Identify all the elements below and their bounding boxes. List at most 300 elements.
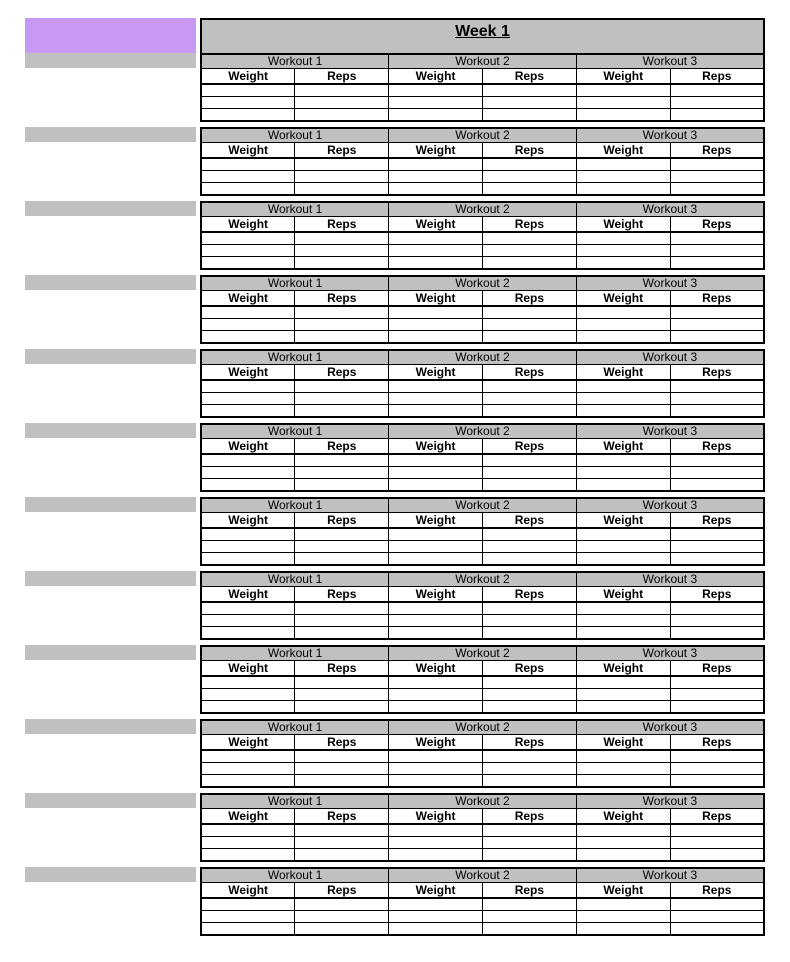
entry-row [201,467,764,479]
reps-entry-cell[interactable] [295,553,389,566]
weight-entry-cell[interactable] [389,158,483,171]
weight-entry-cell[interactable] [201,380,295,393]
reps-entry-cell[interactable] [482,837,576,849]
weight-entry-cell[interactable] [576,479,670,492]
reps-entry-cell[interactable] [295,232,389,245]
weight-entry-cell[interactable] [576,97,670,109]
reps-entry-cell[interactable] [482,393,576,405]
weight-entry-cell[interactable] [201,763,295,775]
reps-entry-cell[interactable] [670,775,764,788]
reps-entry-cell[interactable] [482,775,576,788]
weight-entry-cell[interactable] [389,615,483,627]
reps-entry-cell[interactable] [670,183,764,196]
weight-entry-cell[interactable] [201,232,295,245]
workout-2-header: Workout 2 [389,572,577,587]
entry-row [201,405,764,418]
reps-entry-cell[interactable] [482,701,576,714]
weight-entry-cell[interactable] [576,319,670,331]
reps-entry-cell[interactable] [295,479,389,492]
reps-column-header: Reps [482,143,576,159]
reps-entry-cell[interactable] [482,84,576,97]
reps-entry-cell[interactable] [295,763,389,775]
weight-entry-cell[interactable] [201,701,295,714]
weight-entry-cell[interactable] [576,158,670,171]
reps-entry-cell[interactable] [670,627,764,640]
reps-column-header: Reps [482,439,576,455]
weight-entry-cell[interactable] [576,454,670,467]
reps-entry-cell[interactable] [295,319,389,331]
weight-entry-cell[interactable] [389,331,483,344]
reps-entry-cell[interactable] [482,232,576,245]
workout-table [200,793,765,862]
entry-row [201,245,764,257]
weight-entry-cell[interactable] [201,109,295,122]
entry-row [201,689,764,701]
reps-entry-cell[interactable] [670,245,764,257]
reps-entry-cell[interactable] [670,97,764,109]
reps-entry-cell[interactable] [670,331,764,344]
weight-entry-cell[interactable] [389,97,483,109]
week-title-bar [200,18,765,53]
reps-entry-cell[interactable] [295,331,389,344]
weight-entry-cell[interactable] [389,319,483,331]
weight-entry-cell[interactable] [576,763,670,775]
day-label-bar[interactable] [25,349,196,364]
weight-entry-cell[interactable] [389,109,483,122]
workout-3-header: Workout 3 [576,720,764,735]
reps-entry-cell[interactable] [482,454,576,467]
weight-entry-cell[interactable] [389,775,483,788]
weight-entry-cell[interactable] [389,380,483,393]
reps-entry-cell[interactable] [482,528,576,541]
weight-entry-cell[interactable] [201,467,295,479]
column-header-row [201,809,764,825]
weight-entry-cell[interactable] [389,528,483,541]
weight-entry-cell[interactable] [201,750,295,763]
weight-entry-cell[interactable] [201,319,295,331]
reps-entry-cell[interactable] [670,911,764,923]
weight-column-header: Weight [576,365,670,381]
reps-entry-cell[interactable] [295,97,389,109]
workout-section [25,275,765,345]
reps-column-header: Reps [482,883,576,899]
reps-entry-cell[interactable] [670,467,764,479]
reps-entry-cell[interactable] [482,171,576,183]
weight-entry-cell[interactable] [389,84,483,97]
reps-entry-cell[interactable] [295,923,389,936]
weight-entry-cell[interactable] [201,393,295,405]
reps-entry-cell[interactable] [295,689,389,701]
reps-entry-cell[interactable] [482,380,576,393]
day-label-bar[interactable] [25,571,196,586]
reps-entry-cell[interactable] [670,380,764,393]
weight-entry-cell[interactable] [576,232,670,245]
reps-entry-cell[interactable] [482,553,576,566]
reps-column-header: Reps [482,69,576,85]
column-header-row [201,735,764,751]
workout-1-header: Workout 1 [201,646,389,661]
weight-entry-cell[interactable] [201,824,295,837]
reps-entry-cell[interactable] [670,541,764,553]
weight-entry-cell[interactable] [389,257,483,270]
weight-column-header: Weight [389,217,483,233]
weight-column-header: Weight [201,365,295,381]
workout-table [200,497,765,566]
weight-entry-cell[interactable] [201,171,295,183]
weight-entry-cell[interactable] [201,553,295,566]
reps-entry-cell[interactable] [482,849,576,862]
weight-entry-cell[interactable] [576,393,670,405]
weight-entry-cell[interactable] [576,541,670,553]
reps-entry-cell[interactable] [482,97,576,109]
workout-section [25,867,765,937]
reps-entry-cell[interactable] [295,837,389,849]
reps-entry-cell[interactable] [482,750,576,763]
reps-entry-cell[interactable] [482,479,576,492]
workout-section [25,719,765,789]
reps-entry-cell[interactable] [670,158,764,171]
reps-entry-cell[interactable] [670,109,764,122]
workout-1-header: Workout 1 [201,350,389,365]
weight-entry-cell[interactable] [389,898,483,911]
entry-row [201,541,764,553]
reps-entry-cell[interactable] [295,824,389,837]
weight-entry-cell[interactable] [389,454,483,467]
weight-entry-cell[interactable] [576,750,670,763]
reps-column-header: Reps [670,661,764,677]
reps-entry-cell[interactable] [295,775,389,788]
reps-entry-cell[interactable] [482,541,576,553]
workout-header-row [201,276,764,291]
weight-entry-cell[interactable] [201,615,295,627]
reps-entry-cell[interactable] [295,84,389,97]
weight-entry-cell[interactable] [389,393,483,405]
weight-entry-cell[interactable] [201,257,295,270]
weight-column-header: Weight [389,809,483,825]
weight-entry-cell[interactable] [389,923,483,936]
reps-entry-cell[interactable] [295,393,389,405]
weight-entry-cell[interactable] [576,701,670,714]
reps-entry-cell[interactable] [482,627,576,640]
reps-entry-cell[interactable] [670,171,764,183]
weight-entry-cell[interactable] [201,541,295,553]
weight-column-header: Weight [201,69,295,85]
reps-entry-cell[interactable] [295,380,389,393]
weight-entry-cell[interactable] [201,331,295,344]
reps-entry-cell[interactable] [295,245,389,257]
weight-entry-cell[interactable] [576,837,670,849]
weight-entry-cell[interactable] [201,627,295,640]
reps-entry-cell[interactable] [482,183,576,196]
day-label-bar[interactable] [25,127,196,142]
entry-row [201,158,764,171]
reps-entry-cell[interactable] [295,171,389,183]
weight-entry-cell[interactable] [389,701,483,714]
reps-entry-cell[interactable] [670,454,764,467]
workout-section [25,201,765,271]
entry-row [201,393,764,405]
weight-entry-cell[interactable] [389,306,483,319]
weight-entry-cell[interactable] [201,405,295,418]
workout-header-row [201,128,764,143]
workout-2-header: Workout 2 [389,54,577,69]
weight-entry-cell[interactable] [576,824,670,837]
reps-entry-cell[interactable] [482,602,576,615]
weight-entry-cell[interactable] [576,923,670,936]
reps-entry-cell[interactable] [482,824,576,837]
column-header-row [201,513,764,529]
weight-column-header: Weight [201,439,295,455]
reps-entry-cell[interactable] [482,331,576,344]
reps-entry-cell[interactable] [482,898,576,911]
entry-row [201,837,764,849]
reps-entry-cell[interactable] [482,158,576,171]
weight-entry-cell[interactable] [389,911,483,923]
workout-1-header: Workout 1 [201,202,389,217]
weight-entry-cell[interactable] [389,183,483,196]
weight-entry-cell[interactable] [201,97,295,109]
reps-entry-cell[interactable] [295,467,389,479]
weight-entry-cell[interactable] [201,837,295,849]
weight-entry-cell[interactable] [576,602,670,615]
weight-entry-cell[interactable] [389,405,483,418]
weight-entry-cell[interactable] [576,84,670,97]
weight-entry-cell[interactable] [201,689,295,701]
reps-entry-cell[interactable] [295,257,389,270]
reps-entry-cell[interactable] [670,602,764,615]
reps-entry-cell[interactable] [670,923,764,936]
reps-entry-cell[interactable] [295,615,389,627]
workout-1-header: Workout 1 [201,54,389,69]
workout-3-header: Workout 3 [576,572,764,587]
weight-entry-cell[interactable] [576,627,670,640]
weight-entry-cell[interactable] [389,479,483,492]
reps-entry-cell[interactable] [670,257,764,270]
weight-entry-cell[interactable] [201,849,295,862]
weight-entry-cell[interactable] [389,553,483,566]
weight-entry-cell[interactable] [389,627,483,640]
weight-entry-cell[interactable] [201,245,295,257]
reps-entry-cell[interactable] [295,750,389,763]
weight-entry-cell[interactable] [201,602,295,615]
weight-entry-cell[interactable] [389,837,483,849]
reps-entry-cell[interactable] [295,627,389,640]
day-label-bar[interactable] [25,719,196,734]
weight-entry-cell[interactable] [389,824,483,837]
weight-entry-cell[interactable] [201,676,295,689]
reps-entry-cell[interactable] [670,676,764,689]
reps-entry-cell[interactable] [482,763,576,775]
day-label-bar[interactable] [25,423,196,438]
weight-entry-cell[interactable] [389,467,483,479]
workout-table [200,53,765,122]
reps-entry-cell[interactable] [295,676,389,689]
reps-entry-cell[interactable] [670,837,764,849]
reps-entry-cell[interactable] [482,467,576,479]
weight-entry-cell[interactable] [576,331,670,344]
reps-entry-cell[interactable] [482,257,576,270]
workout-2-header: Workout 2 [389,128,577,143]
weight-entry-cell[interactable] [201,158,295,171]
reps-entry-cell[interactable] [670,528,764,541]
column-header-row [201,143,764,159]
weight-entry-cell[interactable] [576,467,670,479]
weight-entry-cell[interactable] [576,775,670,788]
weight-entry-cell[interactable] [576,849,670,862]
reps-entry-cell[interactable] [670,84,764,97]
reps-entry-cell[interactable] [670,405,764,418]
weight-entry-cell[interactable] [389,676,483,689]
weight-entry-cell[interactable] [201,528,295,541]
reps-entry-cell[interactable] [482,689,576,701]
day-label-bar[interactable] [25,867,196,882]
weight-entry-cell[interactable] [201,306,295,319]
reps-column-header: Reps [670,809,764,825]
day-label-bar[interactable] [25,53,196,68]
weight-entry-cell[interactable] [576,898,670,911]
week-color-cell[interactable] [25,18,196,53]
reps-entry-cell[interactable] [295,849,389,862]
reps-entry-cell[interactable] [670,319,764,331]
weight-entry-cell[interactable] [201,775,295,788]
reps-entry-cell[interactable] [670,689,764,701]
reps-entry-cell[interactable] [295,898,389,911]
reps-entry-cell[interactable] [295,454,389,467]
weight-entry-cell[interactable] [201,898,295,911]
reps-entry-cell[interactable] [670,898,764,911]
reps-entry-cell[interactable] [670,479,764,492]
weight-entry-cell[interactable] [201,923,295,936]
day-label-bar[interactable] [25,201,196,216]
reps-entry-cell[interactable] [482,911,576,923]
reps-entry-cell[interactable] [482,306,576,319]
reps-entry-cell[interactable] [295,701,389,714]
reps-entry-cell[interactable] [482,405,576,418]
reps-entry-cell[interactable] [670,232,764,245]
weight-entry-cell[interactable] [576,615,670,627]
weight-entry-cell[interactable] [576,306,670,319]
reps-entry-cell[interactable] [670,615,764,627]
workout-header-row [201,572,764,587]
weight-entry-cell[interactable] [576,689,670,701]
day-label-bar[interactable] [25,275,196,290]
weight-entry-cell[interactable] [389,689,483,701]
reps-column-header: Reps [295,291,389,307]
reps-column-header: Reps [482,513,576,529]
reps-entry-cell[interactable] [482,245,576,257]
reps-entry-cell[interactable] [295,158,389,171]
workout-3-header: Workout 3 [576,794,764,809]
reps-column-header: Reps [295,365,389,381]
weight-entry-cell[interactable] [389,541,483,553]
weight-column-header: Weight [201,217,295,233]
reps-entry-cell[interactable] [670,750,764,763]
weight-entry-cell[interactable] [576,528,670,541]
reps-entry-cell[interactable] [295,528,389,541]
weight-entry-cell[interactable] [389,245,483,257]
weight-entry-cell[interactable] [576,171,670,183]
weight-entry-cell[interactable] [576,405,670,418]
weight-entry-cell[interactable] [576,257,670,270]
weight-entry-cell[interactable] [576,245,670,257]
weight-entry-cell[interactable] [201,479,295,492]
weight-entry-cell[interactable] [576,911,670,923]
entry-row [201,553,764,566]
reps-entry-cell[interactable] [670,849,764,862]
reps-entry-cell[interactable] [482,319,576,331]
weight-column-header: Weight [389,439,483,455]
reps-entry-cell[interactable] [295,109,389,122]
entry-row [201,911,764,923]
weight-entry-cell[interactable] [201,454,295,467]
entry-row [201,306,764,319]
weight-entry-cell[interactable] [389,849,483,862]
reps-entry-cell[interactable] [295,911,389,923]
reps-column-header: Reps [295,513,389,529]
reps-entry-cell[interactable] [670,553,764,566]
entry-row [201,109,764,122]
reps-entry-cell[interactable] [670,306,764,319]
entry-row [201,849,764,862]
weight-entry-cell[interactable] [201,84,295,97]
reps-entry-cell[interactable] [295,306,389,319]
entry-row [201,627,764,640]
entry-row [201,319,764,331]
workout-1-header: Workout 1 [201,720,389,735]
weight-entry-cell[interactable] [576,676,670,689]
weight-column-header: Weight [201,513,295,529]
entry-row [201,750,764,763]
reps-entry-cell[interactable] [670,701,764,714]
reps-entry-cell[interactable] [482,923,576,936]
reps-entry-cell[interactable] [482,676,576,689]
reps-column-header: Reps [670,513,764,529]
reps-entry-cell[interactable] [295,405,389,418]
weight-entry-cell[interactable] [389,232,483,245]
workout-table [200,719,765,788]
reps-entry-cell[interactable] [295,541,389,553]
workout-3-header: Workout 3 [576,498,764,513]
weight-entry-cell[interactable] [576,109,670,122]
weight-entry-cell[interactable] [389,602,483,615]
day-label-bar[interactable] [25,793,196,808]
reps-entry-cell[interactable] [295,183,389,196]
workout-1-header: Workout 1 [201,572,389,587]
weight-entry-cell[interactable] [389,171,483,183]
reps-entry-cell[interactable] [482,615,576,627]
entry-row [201,84,764,97]
reps-entry-cell[interactable] [670,763,764,775]
weight-column-header: Weight [389,69,483,85]
reps-entry-cell[interactable] [670,824,764,837]
weight-entry-cell[interactable] [576,553,670,566]
reps-entry-cell[interactable] [670,393,764,405]
day-label-bar[interactable] [25,645,196,660]
weight-entry-cell[interactable] [389,750,483,763]
reps-entry-cell[interactable] [295,602,389,615]
workout-3-header: Workout 3 [576,424,764,439]
weight-entry-cell[interactable] [201,911,295,923]
workout-header-row [201,794,764,809]
week-title: Week 1 [455,23,510,40]
weight-entry-cell[interactable] [576,183,670,196]
day-label-bar[interactable] [25,497,196,512]
workout-table [200,645,765,714]
weight-entry-cell[interactable] [201,183,295,196]
weight-entry-cell[interactable] [576,380,670,393]
weight-entry-cell[interactable] [389,763,483,775]
reps-entry-cell[interactable] [482,109,576,122]
